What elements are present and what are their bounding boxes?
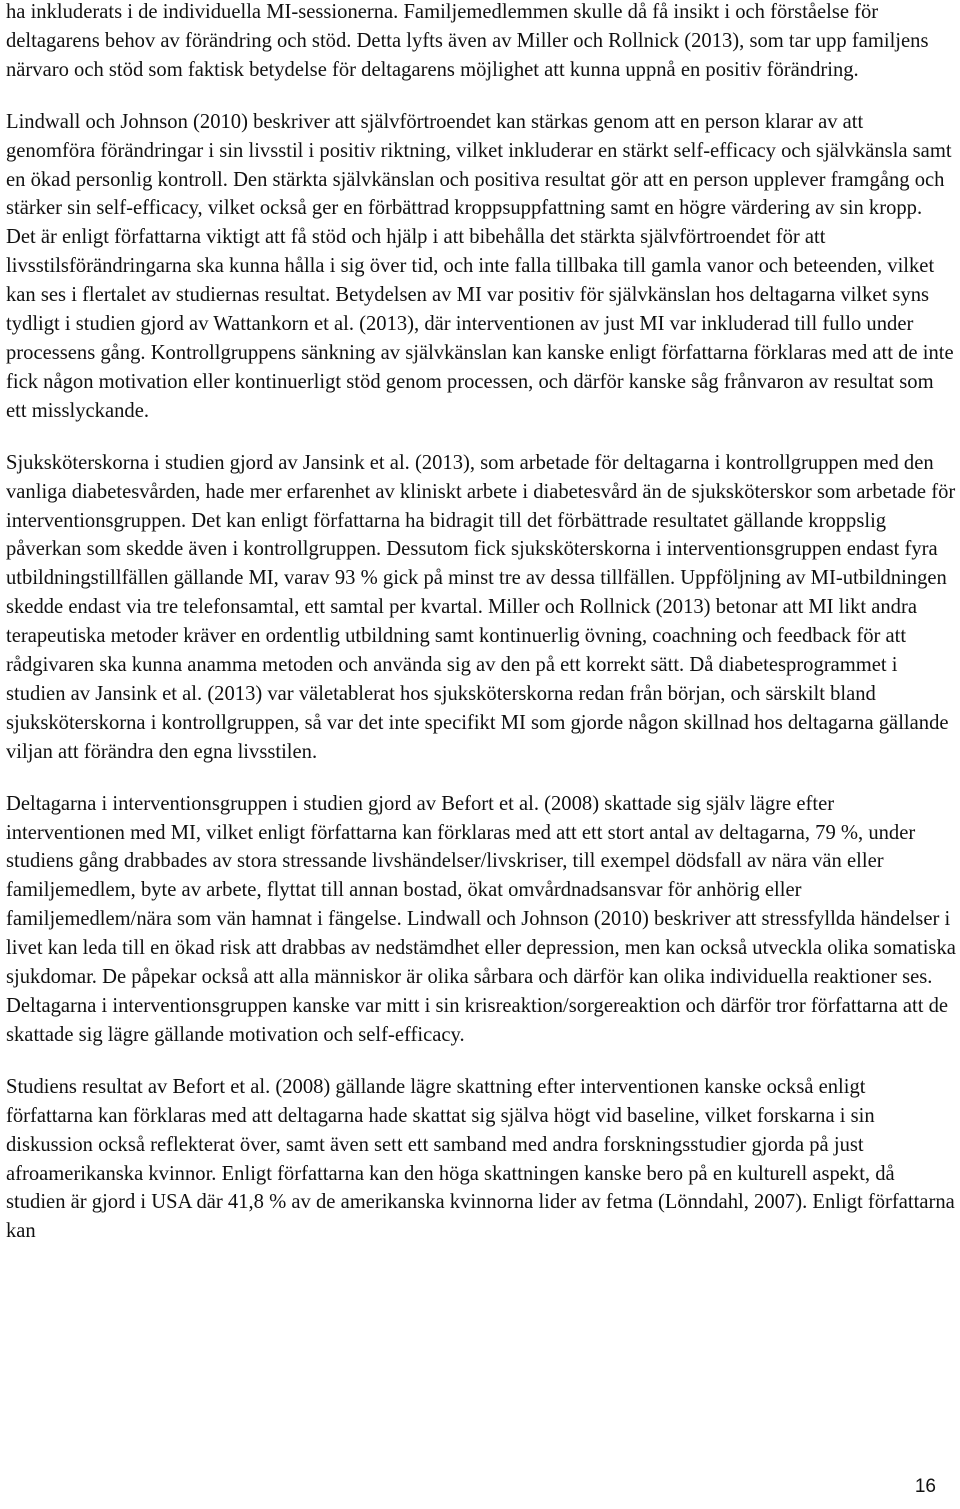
paragraph-study-results: Studiens resultat av Befort et al. (2008) gällande lägre skattning efter interventionen kanske också enligt författarna kan förklaras med att deltagarna hade skattat sig själva högt vid baseline, vilket forskarna i sin diskussion också reflekterat över, samt även sett ett samband med andra forskningsstudier gjorda på just afroamerikanska kvinnor. Enligt författarna kan den höga skattningen kanske bero på en kulturell aspekt, då studien är gjord i USA där 41,8 % av de amerikanska kvinnorna lider av fetma (Lönndahl, 2007). Enligt författarna kan — [6, 1075, 955, 1243]
paragraph-continued: ha inkluderats i de individuella MI-sessionerna. Familjemedlemmen skulle då få insikt i och förståelse för deltagarens behov av förändring och stöd. Detta lyfts även av Miller och Rollnick (2013), som tar upp familjens närvaro och stöd som faktisk betydelse för deltagarens möjlighet att kunna uppnå en positiv förändring. — [6, 1, 929, 81]
paragraph-self-confidence: Lindwall och Johnson (2010) beskriver att självförtroendet kan stärkas genom att en person klarar av att genomföra förändringar i sin livsstil i positiv riktning, vilket inkluderar en stärkt self-efficacy och självkänsla samt en ökad personlig kontroll. Den stärkta självkänslan och positiva resultat gör att en person upplever framgång och stärker sin self-efficacy, vilket också ger en förbättrad kroppsuppfattning samt en högre värdering av sin kropp. Det är enligt författarna viktigt att få stöd och hjälp i att bibehålla det stärkta självförtroendet för att livsstilsförändringarna ska kunna hålla i sig över tid, och inte falla tillbaka till gamla vanor och beteenden, vilket kan ses i flertalet av studiernas resultat. Betydelsen av MI var positiv för självkänslan hos deltagarna vilket syns tydligt i studien gjord av Wattankorn et al. (2013), där interventionen av just MI var inkluderad till fullo under processens gång. Kontrollgruppens sänkning av självkänslan kan kanske enligt författarna förklaras med att de inte fick någon motivation eller kontinuerligt stöd genom processen, och därför kanske såg frånvaron av resultat som ett misslyckande. — [6, 110, 954, 422]
body-text — [6, 0, 956, 1246]
paragraph-nurses-jansink: Sjuksköterskorna i studien gjord av Jansink et al. (2013), som arbetade för deltagarna i kontrollgruppen med den vanliga diabetesvården, hade mer erfarenhet av kliniskt arbete i diabetesvård än de sjuksköterskor som arbetade för interventionsgruppen. Det kan enligt författarna ha bidragit till det förbättrade resultatet gällande kroppslig påverkan som skedde även i kontrollgruppen. Dessutom fick sjuksköterskorna i interventionsgruppen endast fyra utbildningstillfällen gällande MI, varav 93 % gick på minst tre av dessa tillfällen. Uppföljning av MI-utbildningen skedde endast via tre telefonsamtal, ett samtal per kvartal. Miller och Rollnick (2013) betonar att MI likt andra terapeutiska metoder kräver en ordentlig utbildning samt kontinuerlig övning, coachning och feedback för att rådgivaren ska kunna anamma metoden och använda sig av den på ett korrekt sätt. Då diabetesprogrammet i studien av Jansink et al. (2013) var väletablerat hos sjuksköterskorna redan från början, och särskilt bland sjuksköterskorna i kontrollgruppen, så var det inte specifikt MI som gjorde någon skillnad hos deltagarna gällande viljan att förändra den egna livsstilen. — [6, 451, 956, 763]
page-number: 16 — [914, 1476, 936, 1497]
paragraph-participants-befort: Deltagarna i interventionsgruppen i studien gjord av Befort et al. (2008) skattade sig själv lägre efter interventionen med MI, vilket enligt författarna kan förklaras med att ett stort antal av deltagarna, 79 %, under studiens gång drabbades av stora stressande livshändelser/livskriser, till exempel dödsfall av nära vän eller familjemedlem, byte av arbete, flyttat till annan bostad, ökat omvårdnadsansvar för anhörig eller familjemedlem/nära som vän hamnat i fängelse. Lindwall och Johnson (2010) beskriver att stressfyllda händelser i livet kan leda till en ökad risk att drabbas av nedstämdhet eller depression, men kan också utveckla olika somatiska sjukdomar. De påpekar också att alla människor är olika sårbara och därför kan olika individuella reaktioner ses. Deltagarna i interventionsgruppen kanske var mitt i sin krisreaktion/sorgereaktion och därför tror författarna att de skattade sig lägre gällande motivation och self-efficacy. — [6, 792, 956, 1046]
